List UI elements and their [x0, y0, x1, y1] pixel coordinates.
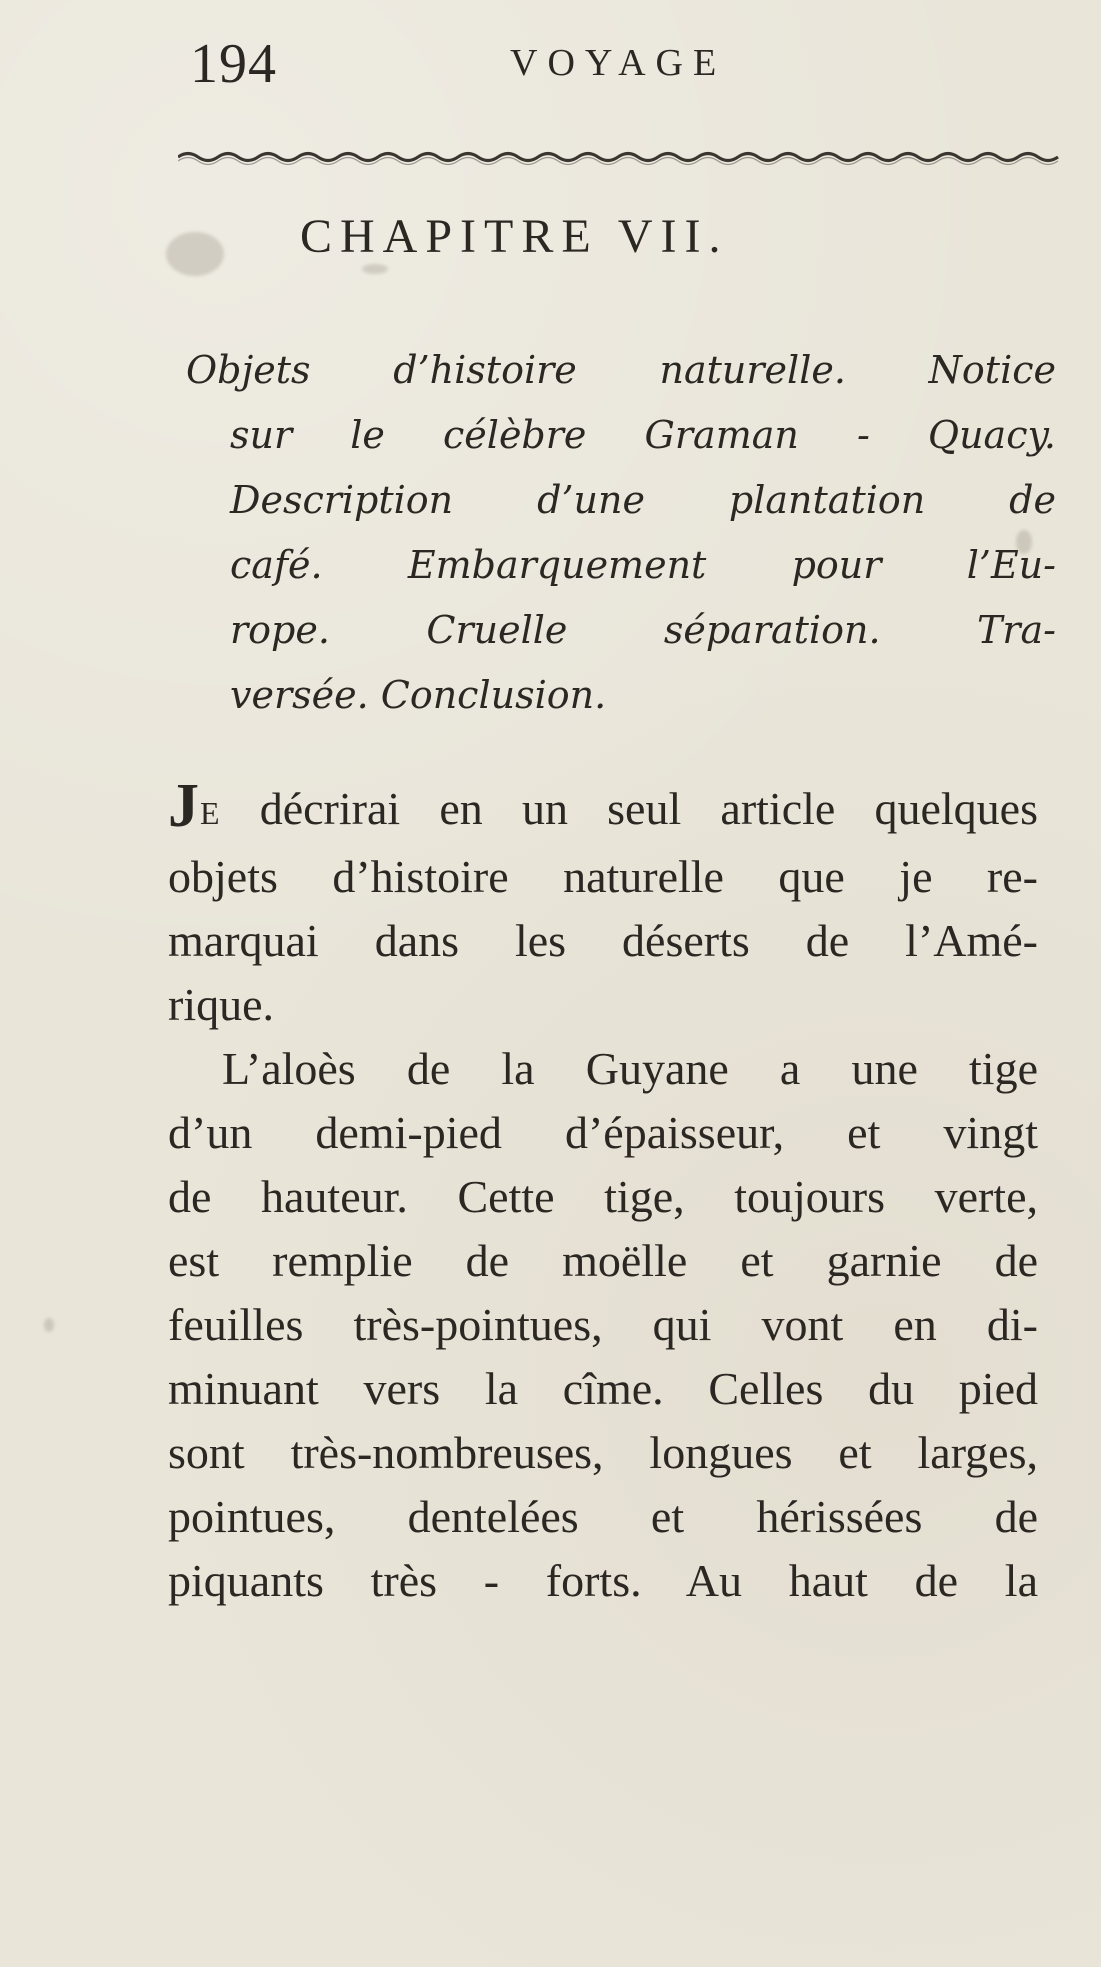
paper-stain — [44, 1318, 54, 1332]
body-line: pointues, dentelées et hérissées de — [168, 1491, 1038, 1542]
summary-line: Description d’une plantation de — [230, 478, 1056, 522]
body-text — [168, 772, 1038, 1613]
summary-line: sur le célèbre Graman - Quacy. — [230, 413, 1056, 457]
body-line — [168, 772, 1038, 845]
page-number: 194 — [190, 33, 277, 95]
body-line: sont très-nombreuses, longues et larges, — [168, 1427, 1038, 1478]
paper-stain — [1016, 530, 1032, 554]
summary-line: Objets d’histoire naturelle. Notice — [186, 348, 1056, 392]
body-line: L’aloès de la Guyane a une tige — [222, 1043, 1038, 1094]
body-line: rique. — [168, 979, 275, 1030]
body-line: marquai dans les déserts de l’Amé- — [168, 915, 1038, 966]
body-line-text: décrirai en un seul article quelques — [220, 783, 1038, 834]
paper-stain — [362, 264, 388, 274]
small-cap: E — [200, 795, 221, 831]
drop-cap: J — [168, 772, 200, 840]
ornamental-rule — [178, 148, 1063, 168]
summary-line: rope. Cruelle séparation. Tra- — [230, 608, 1056, 652]
body-line: de hauteur. Cette tige, toujours verte, — [168, 1171, 1038, 1222]
chapter-summary — [186, 338, 1056, 728]
body-line: est remplie de moëlle et garnie de — [168, 1235, 1038, 1286]
summary-line: café. Embarquement pour l’Eu- — [230, 543, 1056, 587]
body-line: objets d’histoire naturelle que je re- — [168, 851, 1038, 902]
chapter-title: CHAPITRE VII. — [300, 210, 729, 263]
body-line: piquants très - forts. Au haut de la — [168, 1555, 1038, 1606]
body-line: feuilles très-pointues, qui vont en di- — [168, 1299, 1038, 1350]
page-header — [190, 30, 1050, 110]
summary-line: versée. Conclusion. — [230, 673, 607, 717]
body-line: d’un demi-pied d’épaisseur, et vingt — [168, 1107, 1038, 1158]
body-line: minuant vers la cîme. Celles du pied — [168, 1363, 1038, 1414]
paper-stain — [166, 232, 224, 276]
running-title: VOYAGE — [510, 42, 727, 84]
